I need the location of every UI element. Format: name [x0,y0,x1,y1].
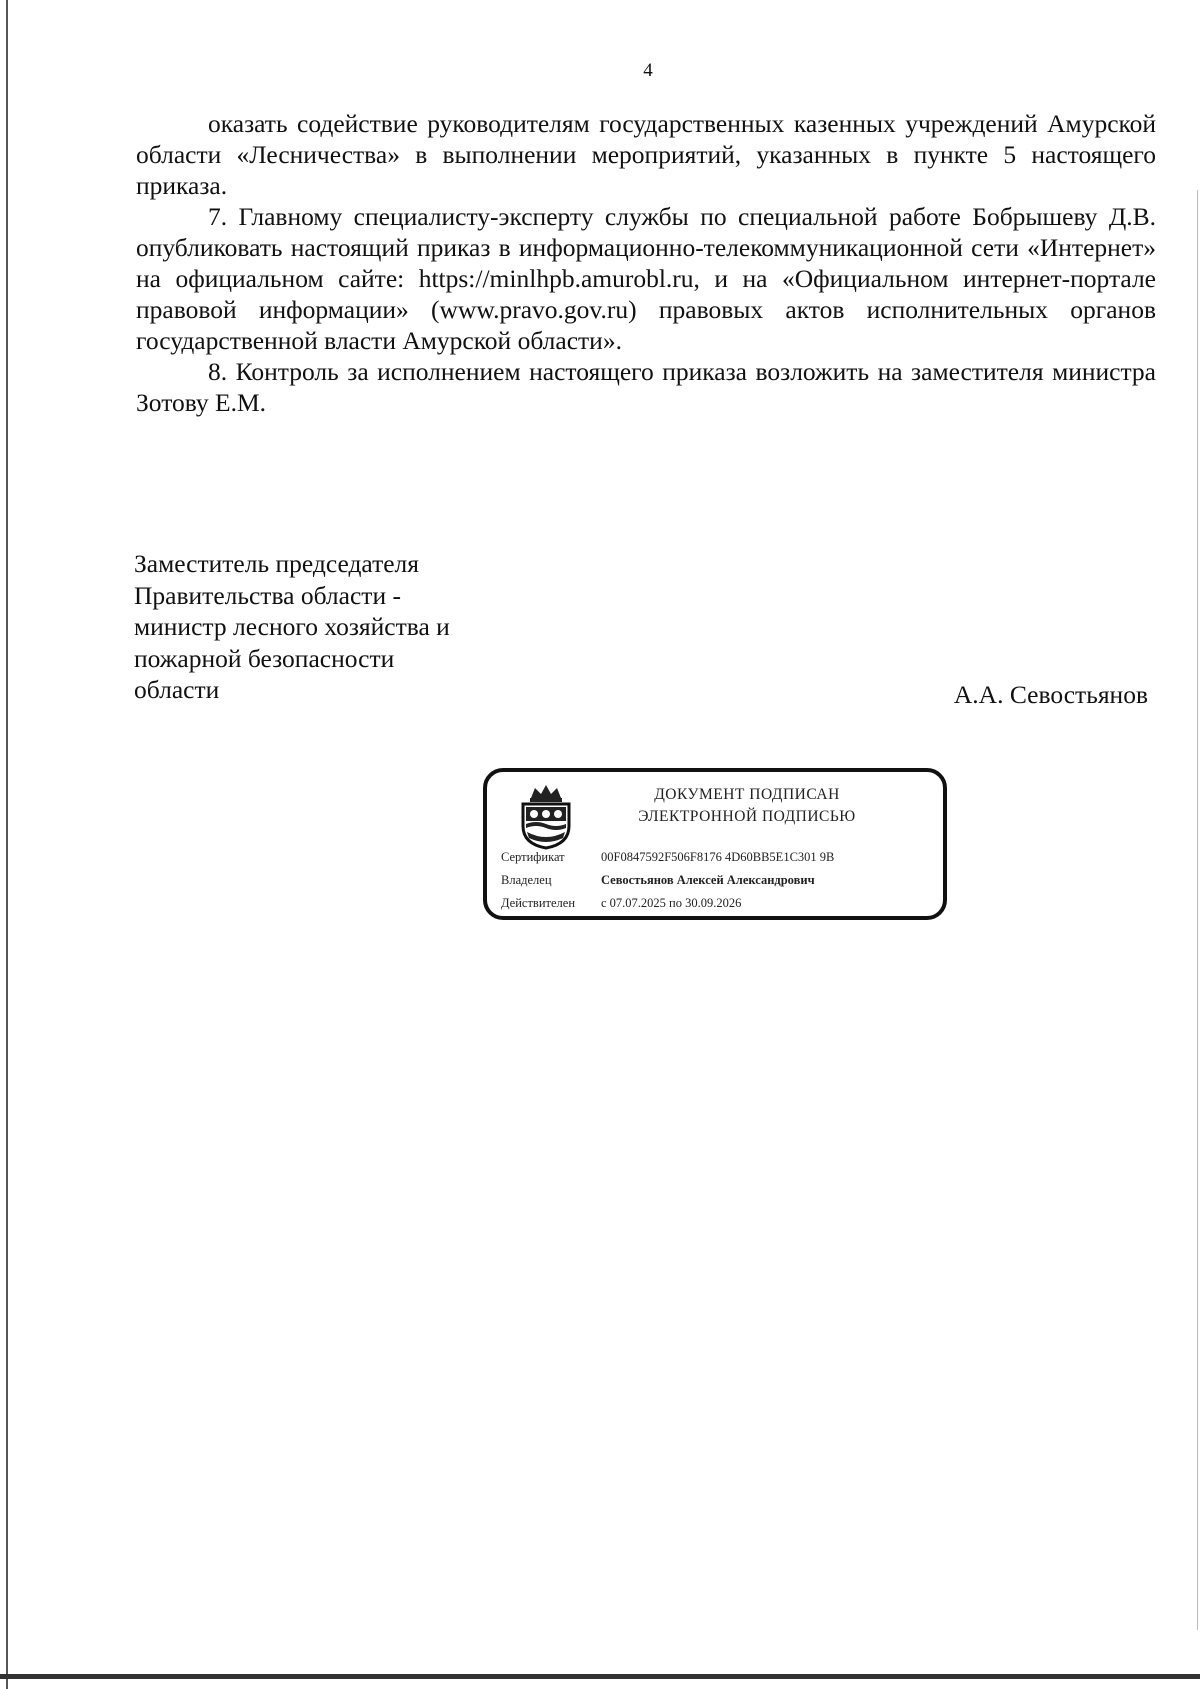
coat-of-arms-icon [517,782,575,850]
paragraph-item-7: 7. Главному специалисту-эксперту службы по специальной работе Бобрышеву Д.В. опубликовать настоящий приказ в информационно-телекоммуникационной сети «Интернет» на официальном сайте: https://minlhpb.amurobl.ru, и на «Официальном интернет-портале правовой информации» (www.pravo.gov.ru) правовых актов исполнительных органов государственной власти Амурской области». [136,202,1156,355]
position-line: Правительства области - [134,580,401,610]
scan-edge-bottom [0,1674,1200,1679]
valid-value: с 07.07.2025 по 30.09.2026 [601,896,742,910]
position-line: области [134,675,220,704]
document-body [136,108,1156,418]
stamp-title-line: ЭЛЕКТРОННОЙ ПОДПИСЬЮ [638,808,856,825]
stamp-validity-row [501,896,741,911]
paragraph-continuation: оказать содействие руководителям государственных казенных учреждений Амурской области «Лесничества» в выполнении мероприятий, указанных в пункте 5 настоящего приказа. [136,109,1156,200]
position-line: пожарной безопасности [134,643,395,673]
position-line: Заместитель председателя [134,549,419,578]
stamp-title-line: ДОКУМЕНТ ПОДПИСАН [654,786,840,803]
page-number: 4 [643,60,653,81]
electronic-signature-stamp [483,768,947,920]
signatory-name: А.А. Севостьянов [953,680,1148,709]
certificate-value: 00F0847592F506F8176 4D60BB5E1C301 9B [601,850,835,864]
stamp-owner-row [501,873,815,888]
valid-label: Действителен [501,896,576,910]
scan-edge-right [1197,190,1198,1630]
signatory-position [134,548,450,706]
owner-value: Севостьянов Алексей Александрович [601,873,815,887]
owner-label: Владелец [501,873,552,887]
certificate-label: Сертификат [501,850,565,864]
position-line: министр лесного хозяйства и [134,612,450,641]
stamp-certificate-row [501,850,834,865]
paragraph-item-8: 8. Контроль за исполнением настоящего приказа возложить на заместителя министра Зотову Е.М. [136,357,1156,417]
scan-edge-left [6,0,8,1689]
stamp-title [597,784,897,828]
